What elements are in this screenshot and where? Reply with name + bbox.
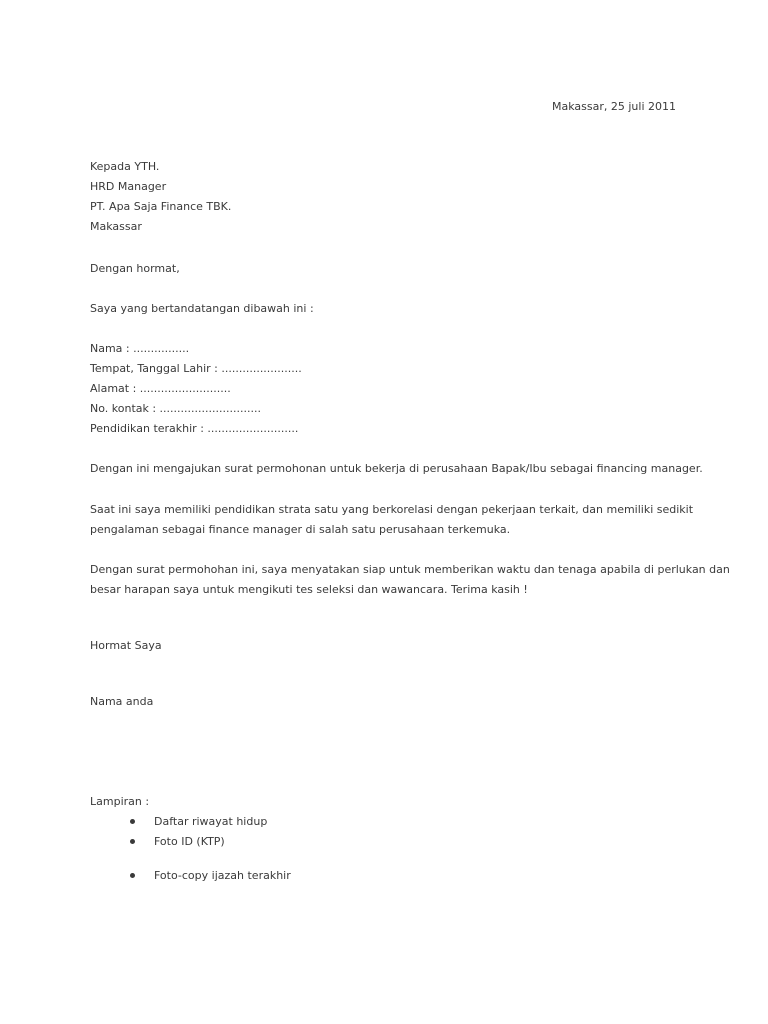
recipient-company: PT. Apa Saja Finance TBK. (90, 200, 232, 213)
field-contact: No. kontak : ............................. (90, 402, 261, 415)
greeting: Dengan hormat, (90, 262, 180, 275)
recipient-city: Makassar (90, 220, 142, 233)
signature-name: Nama anda (90, 695, 154, 708)
bullet-icon (130, 819, 135, 824)
paragraph-statement-line2: besar harapan saya untuk mengikuti tes seleksi dan wawancara. Terima kasih ! (90, 583, 528, 596)
paragraph-application: Dengan ini mengajukan surat permohonan untuk bekerja di perusahaan Bapak/Ibu sebagai financing manager. (90, 462, 703, 475)
paragraph-qualification-line2: pengalaman sebagai finance manager di salah satu perusahaan terkemuka. (90, 523, 511, 536)
closing: Hormat Saya (90, 639, 162, 652)
recipient-salutation: Kepada YTH. (90, 160, 160, 173)
intro-text: Saya yang bertandatangan dibawah ini : (90, 302, 314, 315)
paragraph-statement-line1: Dengan surat permohohan ini, saya menyatakan siap untuk memberikan waktu dan tenaga apabila di perlukan dan (90, 563, 730, 576)
attachment-label: Daftar riwayat hidup (154, 815, 268, 828)
field-address: Alamat : .......................... (90, 382, 231, 395)
field-birth: Tempat, Tanggal Lahir : ....................... (90, 362, 302, 375)
attachment-label: Foto ID (KTP) (154, 835, 225, 848)
field-name: Nama : ................ (90, 342, 190, 355)
bullet-icon (130, 839, 135, 844)
field-education: Pendidikan terakhir : .......................... (90, 422, 299, 435)
recipient-title: HRD Manager (90, 180, 167, 193)
paragraph-qualification-line1: Saat ini saya memiliki pendidikan strata satu yang berkorelasi dengan pekerjaan terkait, dan memiliki sedikit (90, 503, 694, 516)
letter-date: Makassar, 25 juli 2011 (552, 100, 676, 113)
attachments-heading: Lampiran : (90, 795, 150, 808)
attachment-label: Foto-copy ijazah terakhir (154, 869, 291, 882)
bullet-icon (130, 873, 135, 878)
